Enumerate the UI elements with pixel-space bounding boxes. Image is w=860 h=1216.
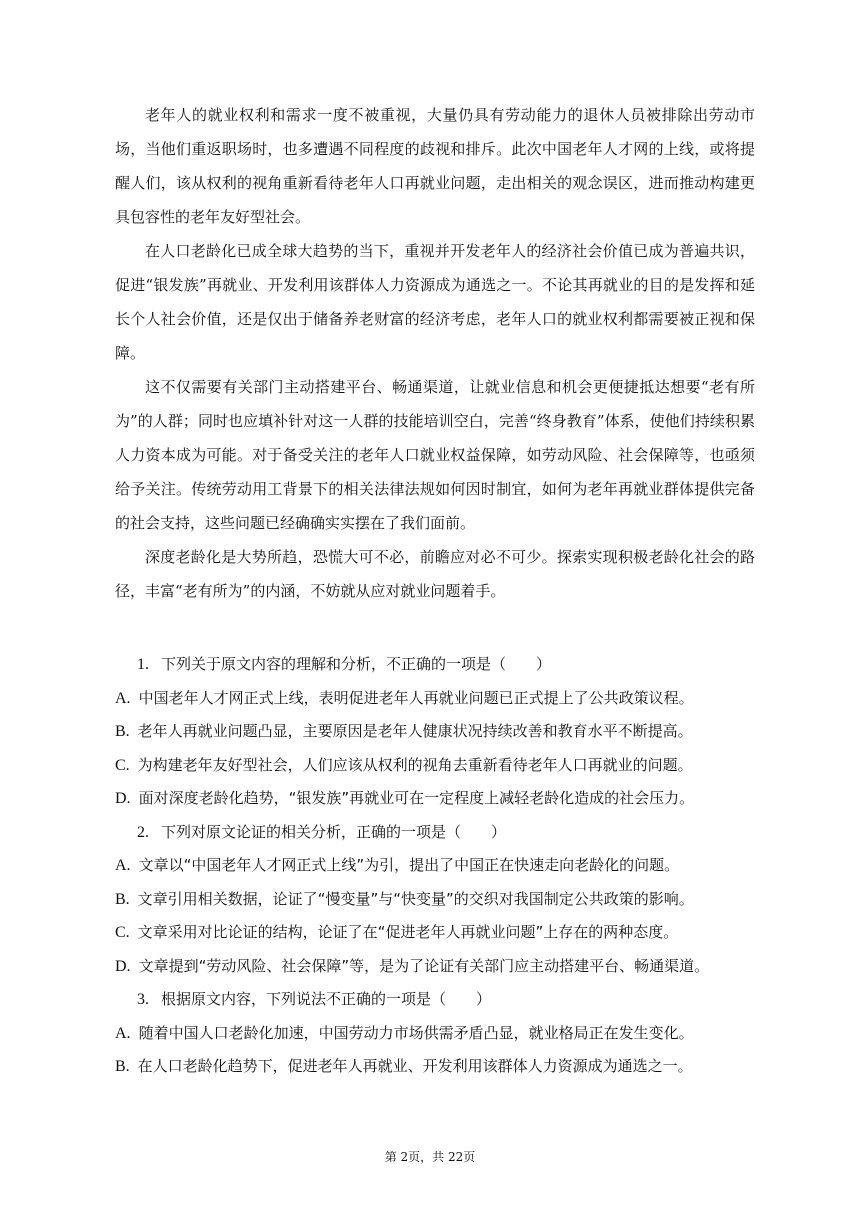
question-text: 下列关于原文内容的理解和分析，不正确的一项是（ ） xyxy=(161,655,552,673)
answer-option xyxy=(115,849,765,883)
option-text: 文章引用相关数据，论证了“慢变量”与“快变量”的交织对我国制定公共政策的影响。 xyxy=(137,889,694,908)
question-text: 根据原文内容，下列说法不正确的一项是（ ） xyxy=(161,990,492,1008)
option-text: 随着中国人口老龄化加速，中国劳动力市场供需矛盾凸显，就业格局正在发生变化。 xyxy=(138,1023,694,1042)
page-footer xyxy=(0,1148,860,1165)
question-text: 下列对原文论证的相关分析，正确的一项是（ ） xyxy=(161,822,507,841)
page-number-label: 第 2页，共 22页 xyxy=(384,1150,476,1164)
option-letter: A. xyxy=(115,857,131,874)
option-letter: D. xyxy=(115,790,131,807)
option-text: 老年人再就业问题凸显，主要原因是老年人健康状况持续改善和教育水平不断提高。 xyxy=(137,722,693,740)
question-stem xyxy=(115,648,765,682)
option-text: 文章采用对比论证的结构，论证了在“促进老年人再就业问题”上存在的两种态度。 xyxy=(137,923,679,941)
answer-option xyxy=(115,883,765,917)
option-letter: A. xyxy=(115,1024,131,1042)
option-letter: D. xyxy=(115,957,131,975)
option-letter: A. xyxy=(115,689,131,707)
answer-option xyxy=(115,950,765,984)
answer-option xyxy=(115,749,765,783)
question-stem xyxy=(115,983,765,1017)
option-text: 文章以“中国老年人才网正式上线”为引，提出了中国正在快速走向老龄化的问题。 xyxy=(138,856,680,874)
option-text: 文章提到“劳动风险、社会保障”等，是为了论证有关部门应主动搭建平台、畅通渠道。 xyxy=(138,956,710,975)
question-list xyxy=(115,648,765,1084)
passage-paragraph: 在人口老龄化已成全球大趋势的当下，重视并开发老年人的经济社会价值已成为普遍共识，促进“银发族”再就业、开发利用该群体人力资源成为通选之一。不论其再就业的目的是发挥和延长个人社会价值，还是仅出于储备养老财富的经济考虑，老年人口的就业权利都需要被正视和保障。 xyxy=(115,242,755,362)
option-letter: B. xyxy=(115,890,130,908)
option-letter: B. xyxy=(115,1058,130,1075)
option-text: 面对深度老龄化趋势，“银发族”再就业可在一定程度上减轻老龄化造成的社会压力。 xyxy=(138,789,695,807)
answer-option xyxy=(115,782,765,816)
option-text: 在人口老龄化趋势下，促进老年人再就业、开发利用该群体人力资源成为通选之一。 xyxy=(137,1057,693,1075)
question-stem xyxy=(115,816,765,850)
answer-option xyxy=(115,1050,765,1084)
answer-option xyxy=(115,916,765,950)
option-letter: C. xyxy=(115,924,130,941)
question-number: 3. xyxy=(137,991,149,1008)
answer-option xyxy=(115,715,765,749)
question-number: 1. xyxy=(137,656,149,673)
option-text: 为构建老年友好型社会，人们应该从权利的视角去重新看待老年人口再就业的问题。 xyxy=(137,755,693,774)
passage-paragraph: 这不仅需要有关部门主动搭建平台、畅通渠道，让就业信息和机会更便捷抵达想要“老有所为”的人群；同时也应填补针对这一人群的技能培训空白，完善“终身教育”体系，使他们持续积累人力资本成为可能。对于备受关注的老年人口就业权益保障，如劳动风险、社会保障等，也亟须给予关注。传统劳动用工背景下的相关法律法规如何因时制宜，如何为老年再就业群体提供完备的社会支持，这些问题已经确确实实摆在了我们面前。 xyxy=(115,378,755,532)
reading-passage xyxy=(115,98,755,608)
option-letter: B. xyxy=(115,723,130,740)
question-number: 2. xyxy=(137,823,149,841)
option-text: 中国老年人才网正式上线，表明促进老年人再就业问题已正式提上了公共政策议程。 xyxy=(138,688,694,707)
passage-paragraph: 深度老龄化是大势所趋，恐慌大可不必，前瞻应对必不可少。探索实现积极老龄化社会的路径，丰富“老有所为”的内涵，不妨就从应对就业问题着手。 xyxy=(115,548,755,600)
option-letter: C. xyxy=(115,756,130,774)
answer-option xyxy=(115,1017,765,1051)
answer-option xyxy=(115,682,765,716)
passage-paragraph: 老年人的就业权利和需求一度不被重视，大量仍具有劳动能力的退休人员被排除出劳动市场，当他们重返职场时，也多遭遇不同程度的歧视和排斥。此次中国老年人才网的上线，或将提醒人们，该从权利的视角重新看待老年人口再就业问题，走出相关的观念误区，进而推动构建更具包容性的老年友好型社会。 xyxy=(115,106,755,226)
